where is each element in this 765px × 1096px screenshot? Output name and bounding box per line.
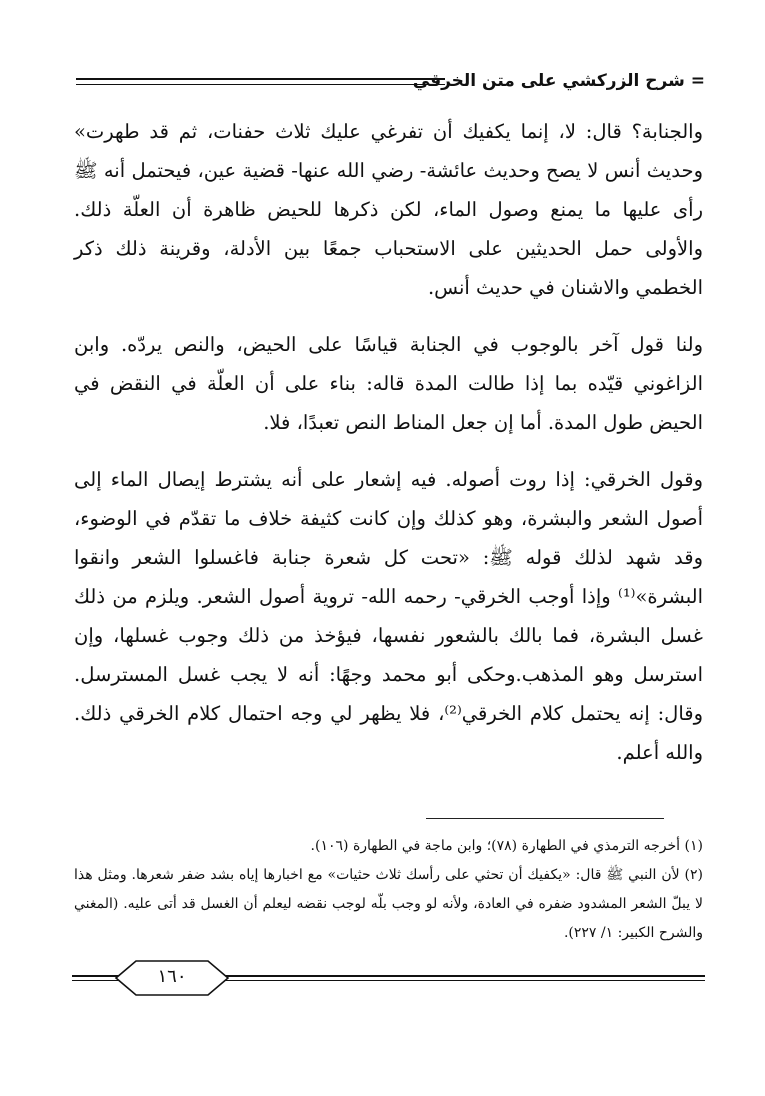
paragraph-1: والجنابة؟ قال: لا، إنما يكفيك أن تفرغي عليك ثلاث حفنات، ثم قد طهرت» وحديث أنس لا يصح وحديث عائشة- رضي الله عنها- قضية عين، فيحتمل أنه ﷺ رأى عليها ما يمنع وصول الماء، لكن ذكرها للحيض ظاهرة أن العلّة ذلك. والأولى حمل الحديثين على الاستحباب جمعًا بين الأدلة، وقرينة ذلك ذكر الخطمي والاشنان في حديث أنس. [74, 120, 703, 299]
footnote-separator [426, 818, 664, 819]
footnotes [74, 832, 703, 948]
footnote-1: (١) أخرجه الترمذي في الطهارة (٧٨)؛ وابن ماجة في الطهارة (١٠٦). [310, 838, 703, 854]
paragraph-2: ولنا قول آخر بالوجوب في الجنابة قياسًا على الحيض، والنص يردّه. وابن الزاغوني قيّده بما إذا طالت المدة قاله: بناء على أن العلّة في النقض في الحيض طول المدة. أما إن جعل المناط النص تعبدًا، فلا. [74, 333, 703, 434]
page-footer [72, 958, 705, 998]
header-rule-top [76, 78, 445, 80]
header-rule-bottom [76, 84, 445, 85]
main-text [74, 112, 703, 790]
page-number-badge [112, 958, 232, 998]
footnote-2: (٢) لأن النبي ﷺ قال: «يكفيك أن تحثي على رأسك ثلاث حثيات» مع اخبارها إياه بشد ضفر شعرها. ومثل هذا لا يبلّ الشعر المشدود ضفره في العادة، ولأنه لو وجب بلّه لوجب نقضه ليعلم أن الغسل قد أتى عليه. (المغني والشرح الكبير: ١/ ٢٢٧). [74, 867, 703, 941]
running-header [76, 68, 705, 98]
paragraph-3: وقول الخرقي: إذا روت أصوله. فيه إشعار على أنه يشترط إيصال الماء إلى أصول الشعر والبشرة، وهو كذلك وإن كانت كثيفة خلاف ما تقدّم في الوضوء، وقد شهد لذلك قوله ﷺ: «تحت كل شعرة جنابة فاغسلوا الشعر وانقوا البشرة»⁽¹⁾ وإذا أوجب الخرقي- رحمه الله- تروية أصول الشعر. ويلزم من ذلك غسل البشرة، فما بالك بالشعور نفسها، فيؤخذ من ذلك وجوب غسلها، وإن استرسل وهو المذهب.وحكى أبو محمد وجهًا: أنه لا يجب غسل المسترسل. وقال: إنه يحتمل كلام الخرقي⁽²⁾، فلا يظهر لي وجه احتمال كلام الخرقي ذلك. والله أعلم. [74, 468, 703, 764]
page-number: ١٦٠ [157, 966, 187, 987]
header-title: = شرح الزركشي على متن الخرقي [412, 71, 705, 91]
